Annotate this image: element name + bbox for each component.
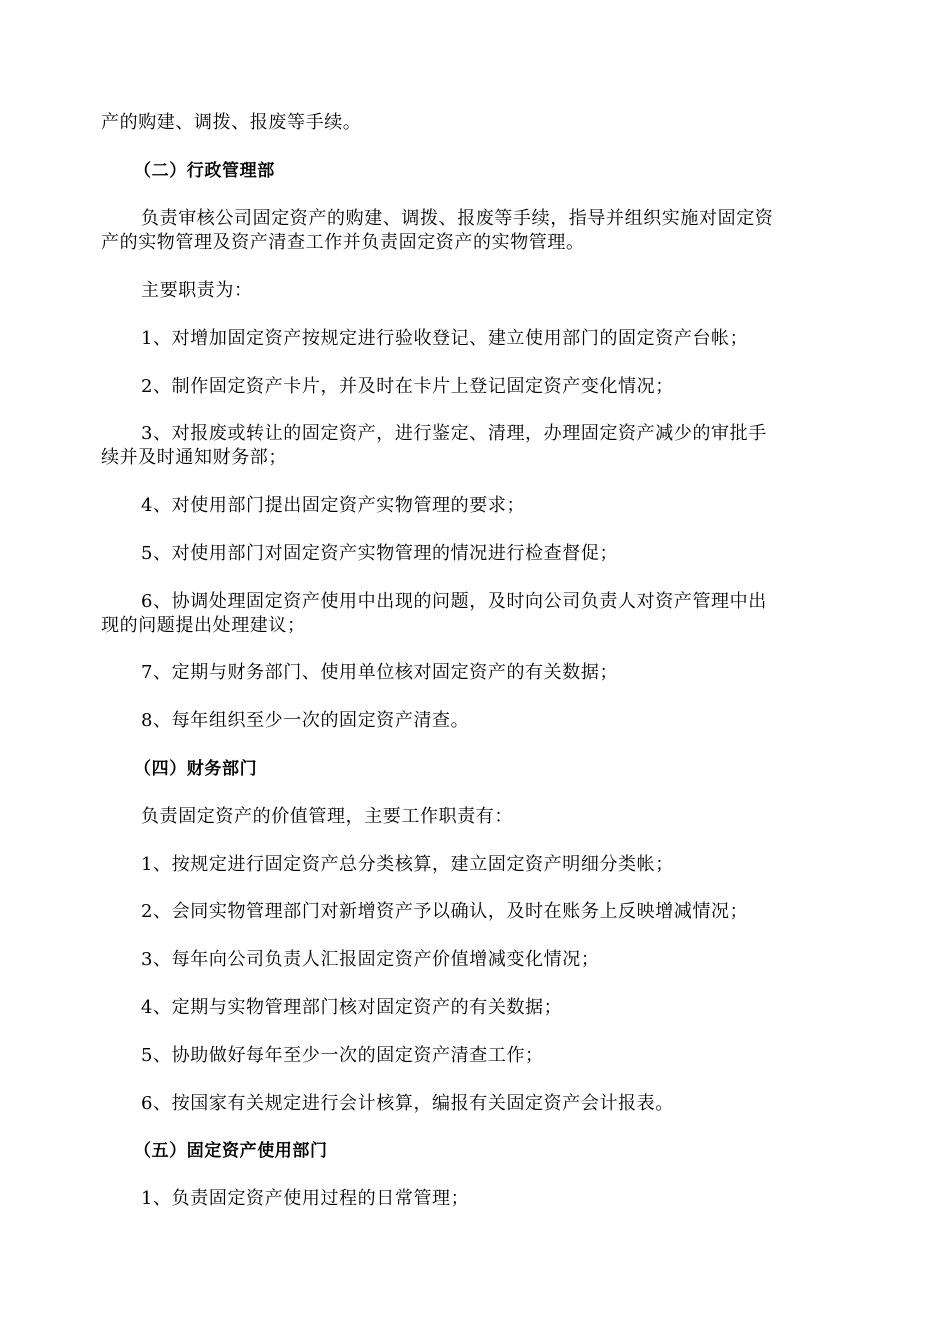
list-item: 6、协调处理固定资产使用中出现的问题，及时向公司负责人对资产管理中出 xyxy=(141,591,767,612)
list-item: 5、协助做好每年至少一次的固定资产清查工作； xyxy=(141,1045,544,1066)
list-item: 8、每年组织至少一次的固定资产清查。 xyxy=(141,710,470,731)
list-item: 3、对报废或转让的固定资产，进行鉴定、清理，办理固定资产减少的审批手 xyxy=(141,423,767,444)
section-heading-user-department: （五）固定资产使用部门 xyxy=(134,1141,328,1161)
list-item: 5、对使用部门对固定资产实物管理的情况进行检查督促； xyxy=(141,543,619,564)
paragraph-line: 负责固定资产的价值管理，主要工作职责有： xyxy=(141,806,513,827)
paragraph-continuation-line: 产的购建、调拨、报废等手续。 xyxy=(101,112,362,133)
list-item: 3、每年向公司负责人汇报固定资产价值增减变化情况； xyxy=(141,949,600,970)
paragraph-line: 产的实物管理及资产清查工作并负责固定资产的实物管理。 xyxy=(101,232,585,253)
section-heading-admin: （二）行政管理部 xyxy=(134,161,275,181)
list-item: 2、会同实物管理部门对新增资产予以确认，及时在账务上反映增减情况； xyxy=(141,901,749,922)
section-heading-finance: （四）财务部门 xyxy=(134,759,258,779)
list-item: 4、定期与实物管理部门核对固定资产的有关数据； xyxy=(141,997,563,1018)
list-item: 1、负责固定资产使用过程的日常管理； xyxy=(141,1188,470,1209)
list-item-continuation: 续并及时通知财务部； xyxy=(101,447,287,468)
list-item: 7、定期与财务部门、使用单位核对固定资产的有关数据； xyxy=(141,662,619,683)
list-item: 2、制作固定资产卡片，并及时在卡片上登记固定资产变化情况； xyxy=(141,376,674,397)
list-item: 1、对增加固定资产按规定进行验收登记、建立使用部门的固定资产台帐； xyxy=(141,328,749,349)
paragraph-line: 主要职责为： xyxy=(141,280,253,301)
list-item: 1、按规定进行固定资产总分类核算，建立固定资产明细分类帐； xyxy=(141,854,674,875)
paragraph-line: 负责审核公司固定资产的购建、调拨、报废等手续，指导并组织实施对固定资 xyxy=(141,208,774,229)
list-item-continuation: 现的问题提出处理建议； xyxy=(101,615,306,636)
list-item: 6、按国家有关规定进行会计核算，编报有关固定资产会计报表。 xyxy=(141,1093,674,1114)
list-item: 4、对使用部门提出固定资产实物管理的要求； xyxy=(141,495,526,516)
